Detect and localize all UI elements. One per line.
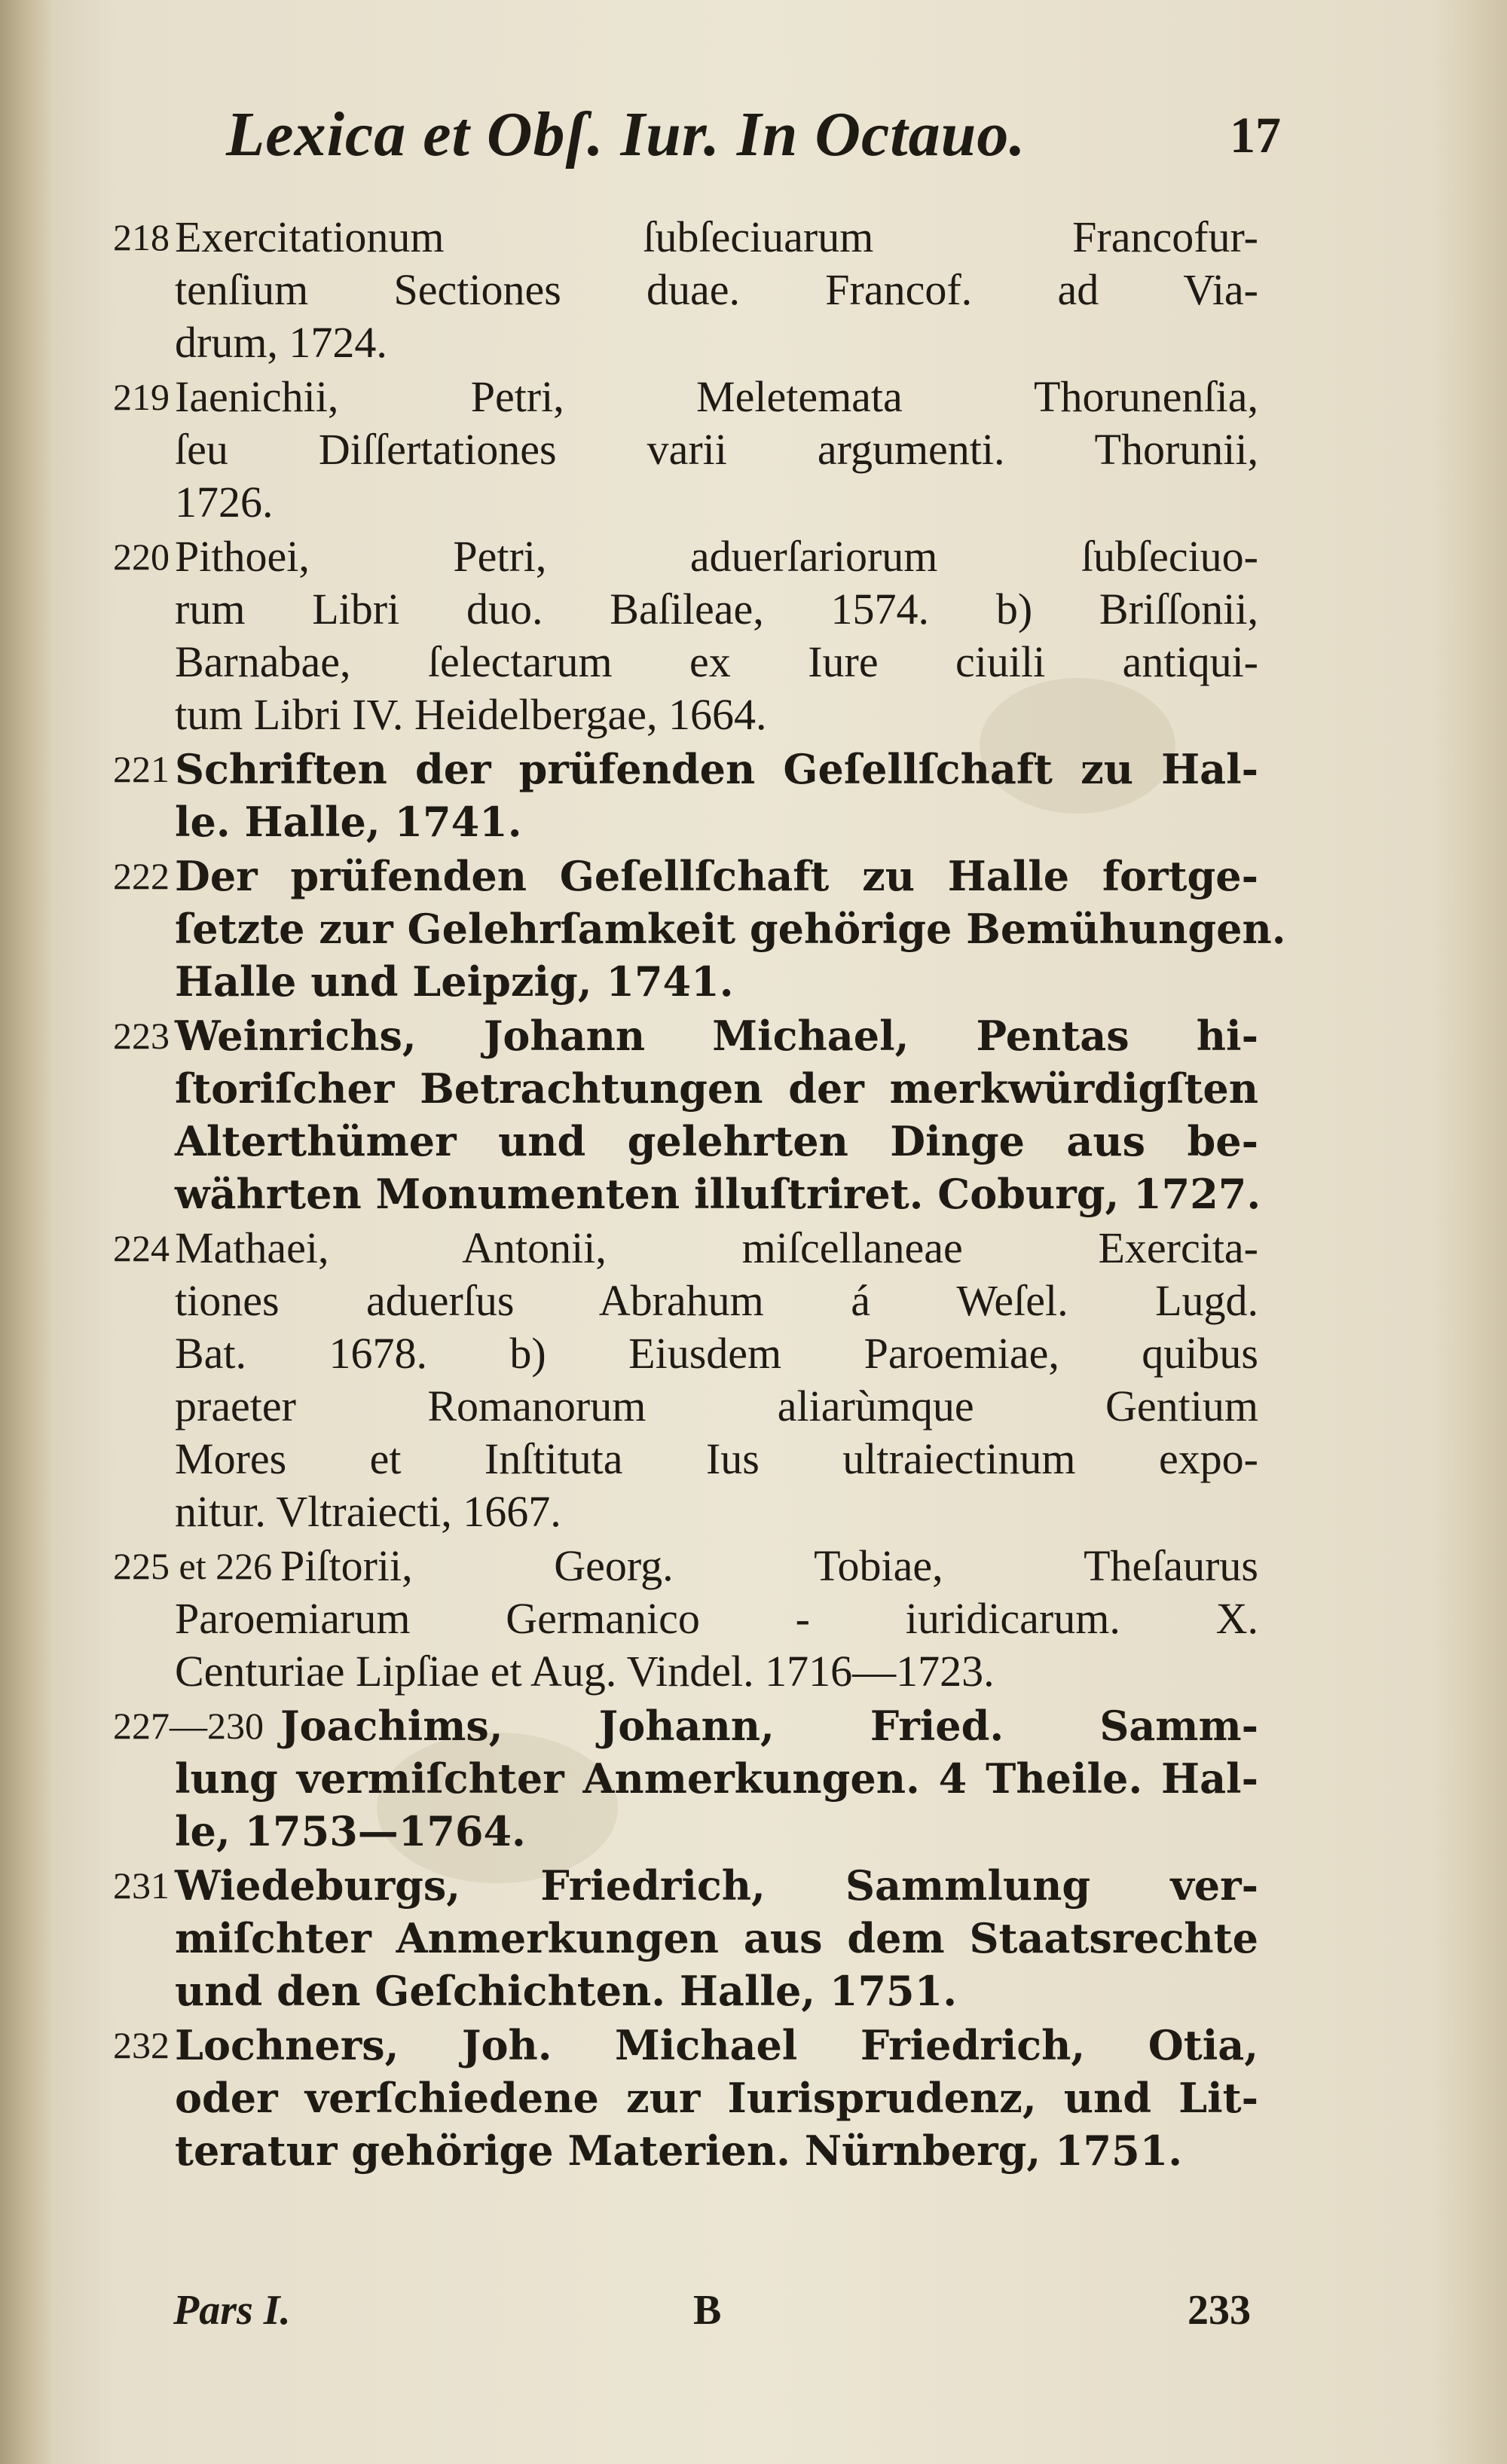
entry-number: 221: [113, 748, 170, 790]
entry-number: 231: [113, 1864, 170, 1907]
signature-mark: B: [693, 2287, 722, 2334]
catalog-entry: [113, 530, 1258, 741]
entry-line: ſtoriſcher Betrachtungen der merkwürdigſten: [175, 1064, 1258, 1113]
entry-line: währten Monumenten illuſtriret. Coburg, 1727.: [175, 1170, 1261, 1218]
catalog-entries: [113, 211, 1286, 2179]
running-head: [226, 98, 1281, 181]
entry-line: Weinrichs, Johann Michael, Pentas hi-: [175, 1012, 1258, 1060]
entry-line: 1726.: [175, 478, 274, 527]
entry-line: oder verſchiedene zur Iurisprudenz, und Lit-: [175, 2074, 1258, 2122]
running-head-title: Lexica et Obſ. Iur. In Octauo.: [226, 99, 1026, 169]
entry-line: lung vermiſchter Anmerkungen. 4 Theile. Hal-: [175, 1754, 1258, 1803]
catalog-entry: [113, 2019, 1258, 2177]
catalog-entry: [113, 743, 1258, 848]
entry-line: Centuriae Lipſiae et Aug. Vindel. 1716—1723.: [175, 1647, 995, 1696]
page-number: 17: [1230, 106, 1281, 163]
entry-line: ſetzte zur Gelehrſamkeit gehörige Bemühungen.: [175, 905, 1286, 953]
entry-line: teratur gehörige Materien. Nürnberg, 1751.: [175, 2127, 1183, 2175]
entry-line: Der prüfenden Geſellſchaft zu Halle fortge-: [175, 852, 1258, 900]
catchword: 233: [1188, 2287, 1251, 2334]
entry-line: le. Halle, 1741.: [175, 798, 522, 846]
entry-number: 223: [113, 1015, 170, 1057]
entry-line: tenſium Sectiones duae. Francof. ad Via-: [175, 265, 1258, 314]
entry-line: Pithoei, Petri, aduerſariorum ſubſeciuo-: [175, 532, 1258, 581]
entry-line: le, 1753—1764.: [175, 1807, 526, 1855]
catalog-entry: [113, 211, 1258, 369]
entry-number: 232: [113, 2024, 170, 2066]
page-footer: [173, 2286, 1251, 2354]
entry-number: 220: [113, 536, 170, 578]
entry-line: Alterthümer und gelehrten Dinge aus be-: [175, 1117, 1258, 1165]
catalog-entry: [113, 1222, 1258, 1538]
entry-number: 222: [113, 855, 170, 897]
entry-line: rum Libri duo. Baſileae, 1574. b) Briſſonii,: [175, 585, 1258, 634]
entry-line: und den Geſchichten. Halle, 1751.: [175, 1967, 957, 2015]
entry-line: tiones aduerſus Abrahum á Weſel. Lugd.: [175, 1276, 1258, 1325]
entry-line: tum Libri IV. Heidelbergae, 1664.: [175, 690, 767, 739]
entry-line: Barnabae, ſelectarum ex Iure ciuili antiqui-: [175, 637, 1258, 686]
catalog-entry: [113, 1859, 1258, 2017]
entry-line: Bat. 1678. b) Eiusdem Paroemiae, quibus: [175, 1329, 1258, 1378]
entry-line: nitur. Vltraiecti, 1667.: [175, 1487, 561, 1536]
entry-number: 227—230: [113, 1705, 264, 1747]
entry-line: Piſtorii, Georg. Tobiae, Theſaurus: [280, 1541, 1258, 1590]
entry-line: Schriften der prüfenden Geſellſchaft zu Hal-: [175, 745, 1258, 793]
entry-line: miſchter Anmerkungen aus dem Staatsrechte: [175, 1914, 1258, 1962]
entry-line: drum, 1724.: [175, 318, 387, 367]
catalog-entry: [113, 1540, 1258, 1698]
signature-label: Pars I.: [173, 2287, 291, 2334]
entry-line: Lochners, Joh. Michael Friedrich, Otia,: [175, 2021, 1258, 2069]
entry-line: Paroemiarum Germanico - iuridicarum. X.: [175, 1594, 1258, 1643]
entry-line: Halle und Leipzig, 1741.: [175, 957, 734, 1006]
entry-line: ſeu Diſſertationes varii argumenti. Thorunii,: [175, 425, 1258, 474]
entry-number: 219: [113, 376, 170, 418]
entry-line: praeter Romanorum aliarùmque Gentium: [175, 1382, 1258, 1430]
entry-line: Joachims, Johann, Fried. Samm-: [280, 1702, 1258, 1750]
catalog-entry: [113, 1009, 1261, 1220]
catalog-entry: [113, 850, 1286, 1008]
entry-line: Mores et Inſtituta Ius ultraiectinum expo-: [175, 1434, 1258, 1483]
entry-number: 224: [113, 1227, 170, 1269]
catalog-entry: [113, 371, 1258, 529]
entry-line: Mathaei, Antonii, miſcellaneae Exercita-: [175, 1223, 1258, 1272]
entry-line: Wiedeburgs, Friedrich, Sammlung ver-: [175, 1861, 1258, 1910]
catalog-entry: [113, 1699, 1258, 1858]
entry-number: 218: [113, 216, 170, 258]
entry-line: Iaenichii, Petri, Meletemata Thorunenſia,: [175, 372, 1258, 421]
entry-line: Exercitationum ſubſeciuarum Francofur-: [175, 212, 1258, 261]
page-gutter: [0, 0, 53, 2464]
entry-number: 225 et 226: [113, 1545, 273, 1587]
